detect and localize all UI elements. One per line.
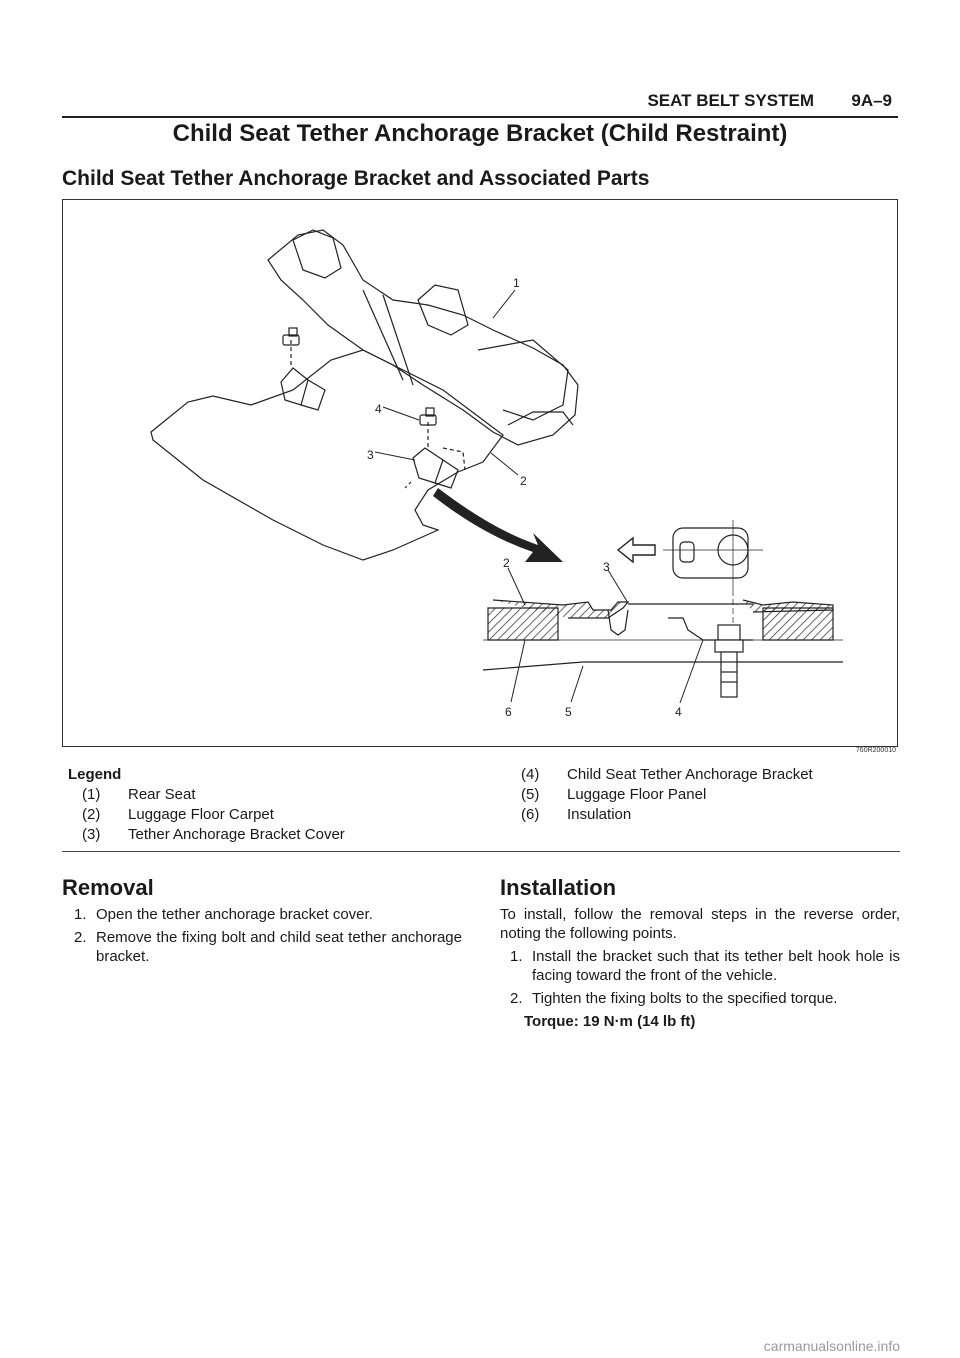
detail-arrow	[433, 488, 563, 562]
legend-item: (6) Insulation	[521, 806, 632, 823]
watermark: carmanualsonline.info	[763, 1338, 900, 1354]
luggage-floor-panel	[483, 662, 843, 670]
front-direction-arrow	[618, 538, 655, 562]
figure-code: 760R200010	[855, 747, 896, 754]
legend-item: (4) Child Seat Tether Anchorage Bracket	[521, 766, 813, 783]
callout-2-detail: 2	[503, 556, 510, 570]
legend-left	[68, 765, 345, 845]
installation-step: 1. Install the bracket such that its tether belt hook hole is facing toward the front of the vehicle.	[510, 948, 900, 984]
legend-right	[521, 765, 813, 825]
callout-4-detail: 4	[675, 705, 682, 719]
section-title: SEAT BELT SYSTEM	[647, 91, 814, 110]
callout-5: 5	[565, 705, 572, 719]
callout-4-top: 4	[375, 402, 382, 416]
removal-step: 2. Remove the fixing bolt and child seat tether anchorage bracket.	[74, 929, 462, 965]
page-number: 9A–9	[851, 91, 892, 110]
callout-3-top: 3	[367, 448, 374, 462]
section-divider	[62, 851, 900, 852]
page-title: Child Seat Tether Anchorage Bracket (Child Restraint)	[172, 120, 788, 147]
installation-heading: Installation	[500, 875, 617, 900]
legend-item: (5) Luggage Floor Panel	[521, 786, 707, 803]
removal-step: 1. Open the tether anchorage bracket cover.	[74, 906, 373, 923]
removal-heading: Removal	[62, 875, 154, 900]
callout-6: 6	[505, 705, 512, 719]
legend-item: (1) Rear Seat	[82, 786, 196, 803]
installation-section	[500, 875, 900, 1031]
parts-diagram	[63, 200, 897, 746]
parts-illustration	[62, 199, 898, 747]
page-header	[62, 88, 898, 118]
installation-step: 2. Tighten the fixing bolts to the specified torque.	[510, 990, 838, 1007]
callout-1: 1	[513, 276, 520, 290]
removal-section	[62, 875, 462, 970]
legend-item: (2) Luggage Floor Carpet	[82, 806, 274, 823]
legend-heading: Legend	[68, 766, 122, 783]
callout-3-detail: 3	[603, 560, 610, 574]
torque-spec: Torque: 19 N·m (14 lb ft)	[524, 1013, 696, 1030]
callout-2-top: 2	[520, 474, 527, 488]
figure-heading: Child Seat Tether Anchorage Bracket and Associated Parts	[62, 167, 650, 190]
luggage-floor-carpet-outline	[151, 350, 503, 560]
legend-item: (3) Tether Anchorage Bracket Cover	[82, 826, 345, 843]
left-anchorage-bracket	[281, 368, 308, 405]
center-anchorage-bracket	[413, 448, 443, 483]
installation-intro: To install, follow the removal steps in the reverse order, noting the following points.	[500, 906, 900, 942]
